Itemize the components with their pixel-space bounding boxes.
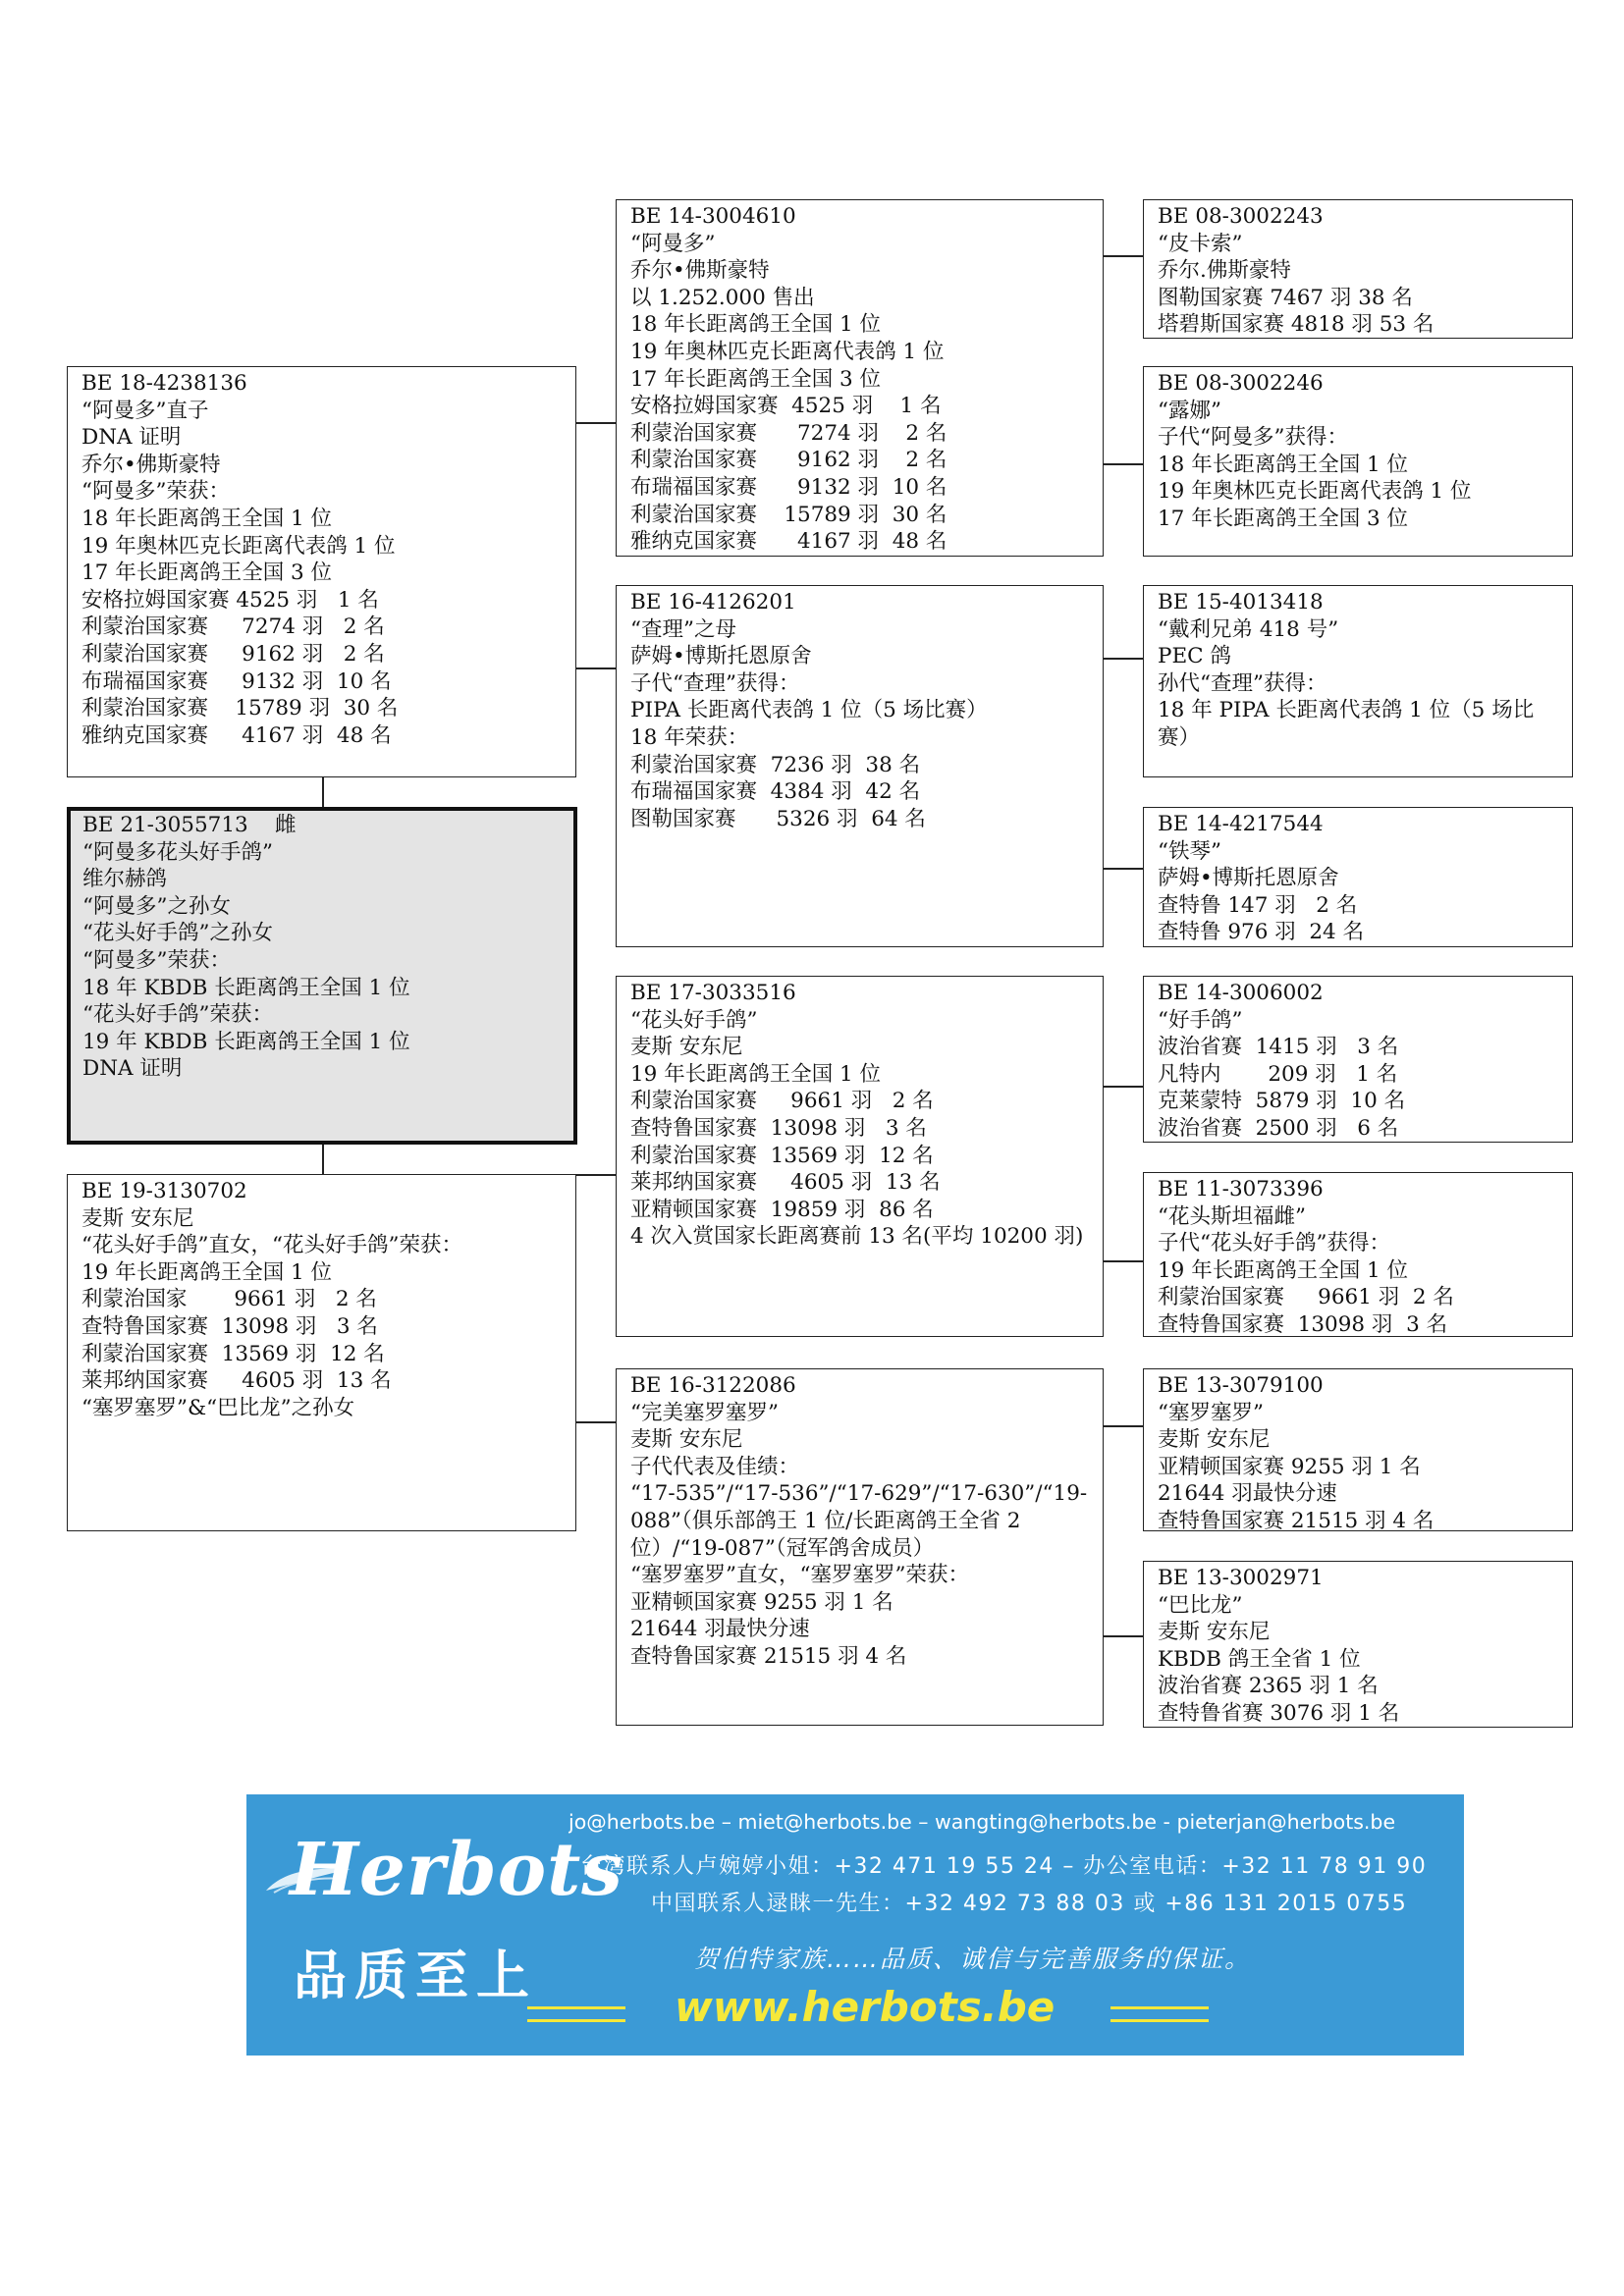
pedigree-line: 利蒙治国家赛 13569 羽 12 名 <box>81 1341 385 1366</box>
pedigree-line: “花头斯坦福雌” <box>1158 1203 1306 1229</box>
sire-dam-dam-box <box>1143 807 1573 947</box>
pedigree-line: 查特鲁国家赛 13098 羽 3 名 <box>1158 1311 1448 1337</box>
pedigree-line: 布瑞福国家赛 9132 羽 10 名 <box>630 474 947 500</box>
pedigree-line: PEC 鸽 <box>1158 644 1231 669</box>
pedigree-line: KBDB 鸽王全省 1 位 <box>1158 1646 1361 1672</box>
ring-number: BE 14-4217544 <box>1158 812 1324 836</box>
pedigree-line: 查特鲁 976 羽 24 名 <box>1158 920 1365 945</box>
pedigree-line: “阿曼多花头好手鸽” <box>82 839 273 865</box>
connector-sire-sd <box>576 667 616 669</box>
dam-sire-box <box>616 976 1104 1337</box>
sire-sire-box <box>616 199 1104 557</box>
pedigree-line: 图勒国家赛 5326 羽 64 名 <box>630 806 926 831</box>
decor-line-right <box>1110 2006 1209 2022</box>
sire-dam-sire-box <box>1143 585 1573 777</box>
pedigree-line: 莱邦纳国家赛 4605 羽 13 名 <box>81 1368 392 1394</box>
pedigree-line: “完美塞罗塞罗” <box>630 1400 779 1425</box>
pedigree-line: “好手鸽” <box>1158 1007 1243 1033</box>
pedigree-line: 乔尔•佛斯豪特 <box>81 452 221 477</box>
pedigree-line: 乔尔•佛斯豪特 <box>630 258 770 284</box>
pedigree-line: “阿曼多”荣获： <box>82 947 231 973</box>
pedigree-line: “戴利兄弟 418 号” <box>1158 616 1339 642</box>
pedigree-line: “露娜” <box>1158 398 1221 423</box>
dam-sire-dam-box <box>1143 1172 1573 1337</box>
pedigree-line: 18 年长距离鸽王全国 1 位 <box>81 506 333 531</box>
pedigree-line: 麦斯 安东尼 <box>630 1035 743 1060</box>
pedigree-line: 19 年 KBDB 长距离鸽王全国 1 位 <box>82 1029 410 1054</box>
pedigree-line: “花头好手鸽”荣获： <box>82 1002 273 1028</box>
pedigree-line: 麦斯 安东尼 <box>1158 1620 1271 1645</box>
pedigree-line: 利蒙治国家赛 7274 羽 2 名 <box>81 614 385 640</box>
connector-sd-sdd <box>1104 868 1143 870</box>
pedigree-line: “花头好手鸽”之孙女 <box>82 921 273 946</box>
pedigree-line: “花头好手鸽”直女，“花头好手鸽”荣获： <box>81 1233 462 1258</box>
contact-emails[interactable]: jo@herbots.be – miet@herbots.be – wangting@herbots.be - pieterjan@herbots.be <box>568 1810 1396 1834</box>
pedigree-line: 波治省赛 2500 羽 6 名 <box>1158 1115 1399 1141</box>
pedigree-line: 以 1.252.000 售出 <box>630 285 815 310</box>
pedigree-line: 塔碧斯国家赛 4818 羽 53 名 <box>1158 312 1435 338</box>
decor-line-left <box>527 2006 625 2022</box>
pedigree-line: 利蒙治国家 9661 羽 2 名 <box>81 1287 377 1312</box>
pedigree-line: 18 年 KBDB 长距离鸽王全国 1 位 <box>82 975 410 1000</box>
dam-dam-box <box>616 1368 1104 1726</box>
connector-sire-ss <box>576 422 616 424</box>
dam-dam-dam-box <box>1143 1561 1573 1728</box>
taiwan-contact: 台湾联系人卢婉婷小姐：+32 471 19 55 24 – 办公室电话：+32 11 78 91 90 <box>580 1854 1428 1879</box>
pedigree-line: 雅纳克国家赛 4167 羽 48 名 <box>81 722 392 748</box>
pedigree-line: 亚精顿国家赛 9255 羽 1 名 <box>1158 1454 1421 1479</box>
sire-dam-box <box>616 585 1104 947</box>
pedigree-line: 利蒙治国家赛 15789 羽 30 名 <box>81 696 399 721</box>
pedigree-line: 克莱蒙特 5879 羽 10 名 <box>1158 1089 1406 1114</box>
pedigree-line: 乔尔.佛斯豪特 <box>1158 258 1291 284</box>
pedigree-line: 萨姆•博斯托恩原舍 <box>1158 866 1339 891</box>
sire-sire-sire-box <box>1143 199 1573 339</box>
herbots-contact-banner <box>246 1794 1464 2056</box>
connector-subject-sire <box>322 777 324 807</box>
ring-number: BE 14-3006002 <box>1158 981 1324 1005</box>
pedigree-line: “塞罗塞罗” <box>1158 1400 1264 1425</box>
pedigree-line: “铁琴” <box>1158 838 1221 864</box>
pedigree-line: 18 年长距离鸽王全国 1 位 <box>1158 452 1409 477</box>
ring-number: BE 19-3130702 <box>81 1179 247 1203</box>
pedigree-line: 18 年 PIPA 长距离代表鸽 1 位（5 场比赛） <box>1158 698 1535 750</box>
pedigree-line: DNA 证明 <box>82 1056 183 1082</box>
connector-dam-ds <box>576 1174 616 1176</box>
pedigree-line: 安格拉姆国家赛 4525 羽 1 名 <box>630 394 942 419</box>
connector-subject-dam <box>322 1145 324 1174</box>
dam-box <box>67 1174 576 1531</box>
pedigree-line: “阿曼多”荣获： <box>81 479 230 505</box>
ring-number: BE 21-3055713 雌 <box>82 813 297 837</box>
pedigree-line: 17 年长距离鸽王全国 3 位 <box>81 561 333 586</box>
pedigree-line: 孙代“查理”获得： <box>1158 670 1327 696</box>
pedigree-line: 利蒙治国家赛 9661 羽 2 名 <box>1158 1285 1454 1310</box>
pedigree-line: 麦斯 安东尼 <box>81 1205 194 1231</box>
connector-dd-dds <box>1104 1425 1143 1427</box>
connector-dam-dd <box>576 1421 616 1423</box>
pedigree-line: “查理”之母 <box>630 616 736 642</box>
pedigree-line: 图勒国家赛 7467 羽 38 名 <box>1158 285 1413 310</box>
ring-number: BE 13-3002971 <box>1158 1566 1324 1590</box>
pedigree-line: 布瑞福国家赛 4384 羽 42 名 <box>630 779 921 805</box>
pedigree-line: 查特鲁国家赛 21515 羽 4 名 <box>1158 1508 1435 1531</box>
pedigree-line: “阿曼多”之孙女 <box>82 893 231 919</box>
pedigree-line: “17-535”/“17-536”/“17-629”/“17-630”/“19-088”（俱乐部鸽王 1 位/长距离鸽王全省 2 位）/“19-087”（冠军鸽舍成员） <box>630 1481 1088 1561</box>
pedigree-line: 波治省赛 2365 羽 1 名 <box>1158 1674 1379 1699</box>
connector-dd-ddd <box>1104 1635 1143 1637</box>
pedigree-line: 利蒙治国家赛 15789 羽 30 名 <box>630 502 947 527</box>
sire-box <box>67 366 576 777</box>
pedigree-line: 维尔赫鸽 <box>82 867 168 892</box>
website-link[interactable]: www.herbots.be <box>675 1983 1056 2031</box>
ring-number: BE 16-3122086 <box>630 1373 796 1398</box>
pedigree-line: “阿曼多” <box>630 231 716 256</box>
pedigree-line: 19 年长距离鸽王全国 1 位 <box>630 1061 882 1087</box>
pedigree-line: 21644 羽最快分速 <box>630 1617 810 1642</box>
pedigree-line: 利蒙治国家赛 7274 羽 2 名 <box>630 420 947 446</box>
ring-number: BE 13-3079100 <box>1158 1373 1324 1398</box>
ring-number: BE 15-4013418 <box>1158 590 1324 614</box>
pedigree-line: 利蒙治国家赛 9661 羽 2 名 <box>630 1089 934 1114</box>
herbots-logo: Herbots <box>290 1828 623 1912</box>
pedigree-line: 17 年长距离鸽王全国 3 位 <box>630 366 882 392</box>
pedigree-line: 19 年奥林匹克长距离代表鸽 1 位 <box>630 339 945 364</box>
dam-dam-sire-box <box>1143 1368 1573 1531</box>
connector-ss-sss <box>1104 255 1143 257</box>
pedigree-line: 凡特内 209 羽 1 名 <box>1158 1061 1398 1087</box>
connector-ds-dsd <box>1104 1260 1143 1262</box>
pedigree-line: “塞罗塞罗”&“巴比龙”之孙女 <box>81 1395 355 1420</box>
pedigree-line: 查特鲁国家赛 21515 羽 4 名 <box>630 1643 907 1669</box>
connector-ds-dss <box>1104 1086 1143 1088</box>
pedigree-line: 波治省赛 1415 羽 3 名 <box>1158 1035 1399 1060</box>
pedigree-line: 亚精顿国家赛 19859 羽 86 名 <box>630 1197 934 1222</box>
pedigree-line: 19 年奥林匹克长距离代表鸽 1 位 <box>81 533 396 559</box>
pedigree-line: 布瑞福国家赛 9132 羽 10 名 <box>81 668 392 694</box>
pedigree-line: 查特鲁国家赛 13098 羽 3 名 <box>81 1313 378 1339</box>
pedigree-line: 利蒙治国家赛 9162 羽 2 名 <box>81 641 385 667</box>
pedigree-line: 18 年长距离鸽王全国 1 位 <box>630 312 882 338</box>
pedigree-line: “塞罗塞罗”直女，“塞罗塞罗”荣获： <box>630 1563 969 1588</box>
pedigree-line: 子代“阿曼多”获得： <box>1158 425 1348 451</box>
pedigree-line: 亚精顿国家赛 9255 羽 1 名 <box>630 1589 893 1615</box>
china-contact: 中国联系人逯睐一先生：+32 492 73 88 03 或 +86 131 2015 0755 <box>651 1892 1408 1916</box>
pedigree-line: 查特鲁国家赛 13098 羽 3 名 <box>630 1115 927 1141</box>
pedigree-line: “皮卡索” <box>1158 231 1243 256</box>
pedigree-line: 麦斯 安东尼 <box>630 1427 743 1453</box>
pedigree-line: “巴比龙” <box>1158 1592 1243 1618</box>
connector-sd-sds <box>1104 658 1143 660</box>
pedigree-line: 4 次入赏国家长距离赛前 13 名(平均 10200 羽) <box>630 1224 1084 1250</box>
pedigree-line: 18 年荣获： <box>630 724 749 750</box>
pedigree-line: “花头好手鸽” <box>630 1007 758 1033</box>
slogan: 品质至上 <box>294 1944 537 2006</box>
pedigree-line: 17 年长距离鸽王全国 3 位 <box>1158 506 1409 531</box>
ring-number: BE 16-4126201 <box>630 590 796 614</box>
pedigree-line: 19 年奥林匹克长距离代表鸽 1 位 <box>1158 479 1472 505</box>
subject-pigeon-box <box>67 807 577 1145</box>
pedigree-line: 查特鲁 147 羽 2 名 <box>1158 892 1358 918</box>
connector-ss-ssd <box>1104 463 1143 465</box>
pedigree-line: 19 年长距离鸽王全国 1 位 <box>81 1259 333 1285</box>
pedigree-line: 安格拉姆国家赛 4525 羽 1 名 <box>81 587 379 613</box>
ring-number: BE 11-3073396 <box>1158 1177 1324 1201</box>
pedigree-line: PIPA 长距离代表鸽 1 位（5 场比赛） <box>630 698 988 723</box>
pedigree-line: 子代“查理”获得： <box>630 670 800 696</box>
ring-number: BE 08-3002246 <box>1158 371 1324 396</box>
pedigree-line: 21644 羽最快分速 <box>1158 1481 1337 1507</box>
tagline: 贺伯特家族……品质、诚信与完善服务的保证。 <box>694 1945 1252 1973</box>
pedigree-line: 利蒙治国家赛 9162 羽 2 名 <box>630 448 947 473</box>
pedigree-line: 麦斯 安东尼 <box>1158 1427 1271 1453</box>
pedigree-line: 莱邦纳国家赛 4605 羽 13 名 <box>630 1170 941 1196</box>
pedigree-line: 萨姆•博斯托恩原舍 <box>630 644 812 669</box>
ring-number: BE 17-3033516 <box>630 981 796 1005</box>
pedigree-line: 19 年长距离鸽王全国 1 位 <box>1158 1257 1409 1283</box>
sire-sire-dam-box <box>1143 366 1573 557</box>
pedigree-line: 利蒙治国家赛 7236 羽 38 名 <box>630 752 921 777</box>
pedigree-line: 子代“花头好手鸽”获得： <box>1158 1231 1390 1256</box>
pedigree-line: “阿曼多”直子 <box>81 398 209 423</box>
pedigree-line: 利蒙治国家赛 13569 羽 12 名 <box>630 1143 934 1168</box>
pedigree-line: 雅纳克国家赛 4167 羽 48 名 <box>630 529 947 555</box>
pedigree-line: 查特鲁省赛 3076 羽 1 名 <box>1158 1700 1400 1726</box>
ring-number: BE 14-3004610 <box>630 204 796 229</box>
dam-sire-sire-box <box>1143 976 1573 1143</box>
pedigree-line: DNA 证明 <box>81 425 182 451</box>
ring-number: BE 18-4238136 <box>81 371 247 396</box>
ring-number: BE 08-3002243 <box>1158 204 1324 229</box>
pedigree-line: 子代代表及佳绩： <box>630 1454 800 1479</box>
